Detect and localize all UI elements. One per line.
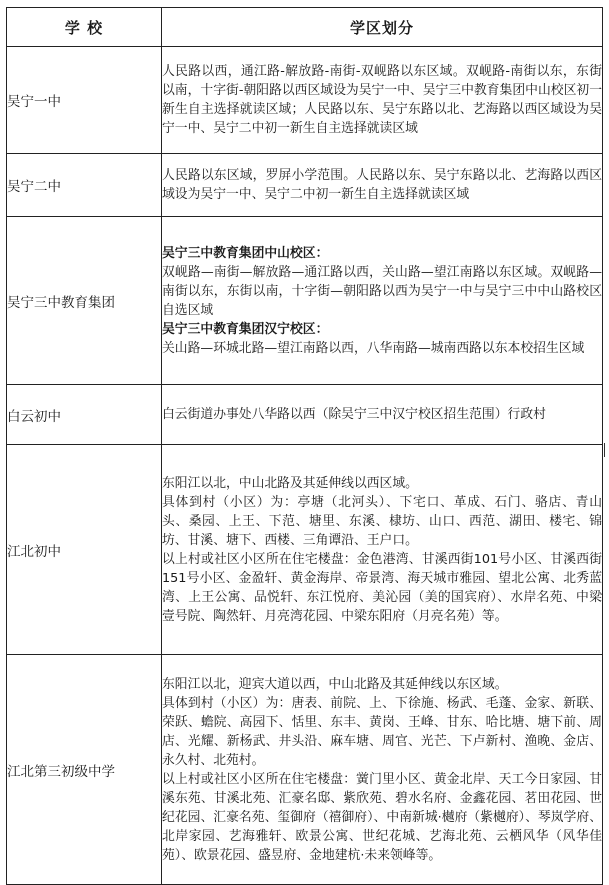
- school-name: 江北初中: [7, 445, 162, 655]
- district-area: 人民路以东区域，罗屏小学范围。人民路以东、吴宁东路以北、艺海路以西区域设为吴宁一中、吴宁二中初一新生自主选择就读区域: [162, 154, 603, 217]
- table-row: [7, 655, 603, 885]
- campus-title: 吴宁三中教育集团汉宁校区：: [162, 321, 329, 337]
- school-name: 吴宁一中: [7, 47, 162, 154]
- header-division: 学区划分: [162, 8, 603, 47]
- district-area: [162, 655, 603, 885]
- table-row: [7, 445, 603, 655]
- campus-area: 关山路—环城北路—望江南路以西，八华南路—城南西路以东本校招生区域: [162, 340, 585, 356]
- area-paragraph: 以上村或社区小区所在住宅楼盘：黉门里小区、黄金北岸、天工今日家园、甘溪东苑、甘溪北苑、汇豪名邸、紫欣苑、碧水名府、金鑫花园、茗田花园、世纪花园、汇豪名苑、玺御府（禧御府）、中南新城·樾府（紫樾府）、琴岚学府、北岸家园、艺海雅轩、欧景公寓、世纪花城、艺海北苑、云栖风华（风华佳苑）、欧景花园、盛昱府、金地建杭·未来领峰等。: [162, 771, 602, 863]
- school-district-table: [6, 7, 603, 885]
- school-name: 白云初中: [7, 385, 162, 445]
- area-paragraph: 东阳江以北，中山北路及其延伸线以西区域。: [162, 475, 418, 491]
- table-row: [7, 385, 603, 445]
- table-row: [7, 217, 603, 385]
- school-name: 江北第三初级中学: [7, 655, 162, 885]
- area-paragraph: 以上村或社区小区所在住宅楼盘：金色港湾、甘溪西街101号小区、甘溪西街151号小区、金盈轩、黄金海岸、帝景湾、海天城市雅园、望北公寓、北秀蓝湾、上王公寓、品悦轩、东江悦府、美沁园（美的国宾府）、水岸名苑、中梁壹号院、陶然轩、月亮湾花园、中梁东阳府（月亮名苑）等。: [162, 551, 602, 624]
- table-header-row: [7, 8, 603, 47]
- area-paragraph: 具体到村（小区）为：唐表、前院、上、下徐施、杨武、毛蓬、金家、新联、荣跃、蟾院、高园下、恬里、东丰、黄岗、王峰、甘东、哈比塘、塘下前、周店、光耀、新杨武、井头沿、麻车塘、周官、光芒、下卢新村、渔晚、金店、永久村、北苑村。: [162, 695, 602, 768]
- school-name: 吴宁二中: [7, 154, 162, 217]
- text-cursor-mark: [604, 443, 605, 457]
- district-area: 白云街道办事处八华路以西（除吴宁三中汉宁校区招生范围）行政村: [162, 385, 603, 445]
- header-school: 学 校: [7, 8, 162, 47]
- campus-title: 吴宁三中教育集团中山校区：: [162, 245, 329, 261]
- area-paragraph: 东阳江以北，迎宾大道以西，中山北路及其延伸线以东区域。: [162, 676, 508, 692]
- district-area: [162, 445, 603, 655]
- district-area: [162, 217, 603, 385]
- district-area: 人民路以西，通江路-解放路-南街-双岘路以东区域。双岘路-南街以东，东街以南，十字街-朝阳路以西区域设为吴宁一中、吴宁三中教育集团中山校区初一新生自主选择就读区域；人民路以东、吴宁东路以北、艺海路以西区域设为吴宁一中、吴宁二中初一新生自主选择就读区域: [162, 47, 603, 154]
- table-row: [7, 154, 603, 217]
- table-row: [7, 47, 603, 154]
- school-name: 吴宁三中教育集团: [7, 217, 162, 385]
- campus-area: 双岘路—南街—解放路—通江路以西，关山路—望江南路以东区域。双岘路—南街以东，东街以南，十字街—朝阳路以西为吴宁一中与吴宁三中中山路校区自选区域: [162, 264, 602, 318]
- area-paragraph: 具体到村（小区）为：亭塘（北河头）、下宅口、革成、石门、骆店、青山头、桑园、上王、下范、塘里、东溪、棣坊、山口、西范、湖田、楼宅、锦坊、甘溪、塘下、西楼、三角谭沿、王户口。: [162, 494, 602, 548]
